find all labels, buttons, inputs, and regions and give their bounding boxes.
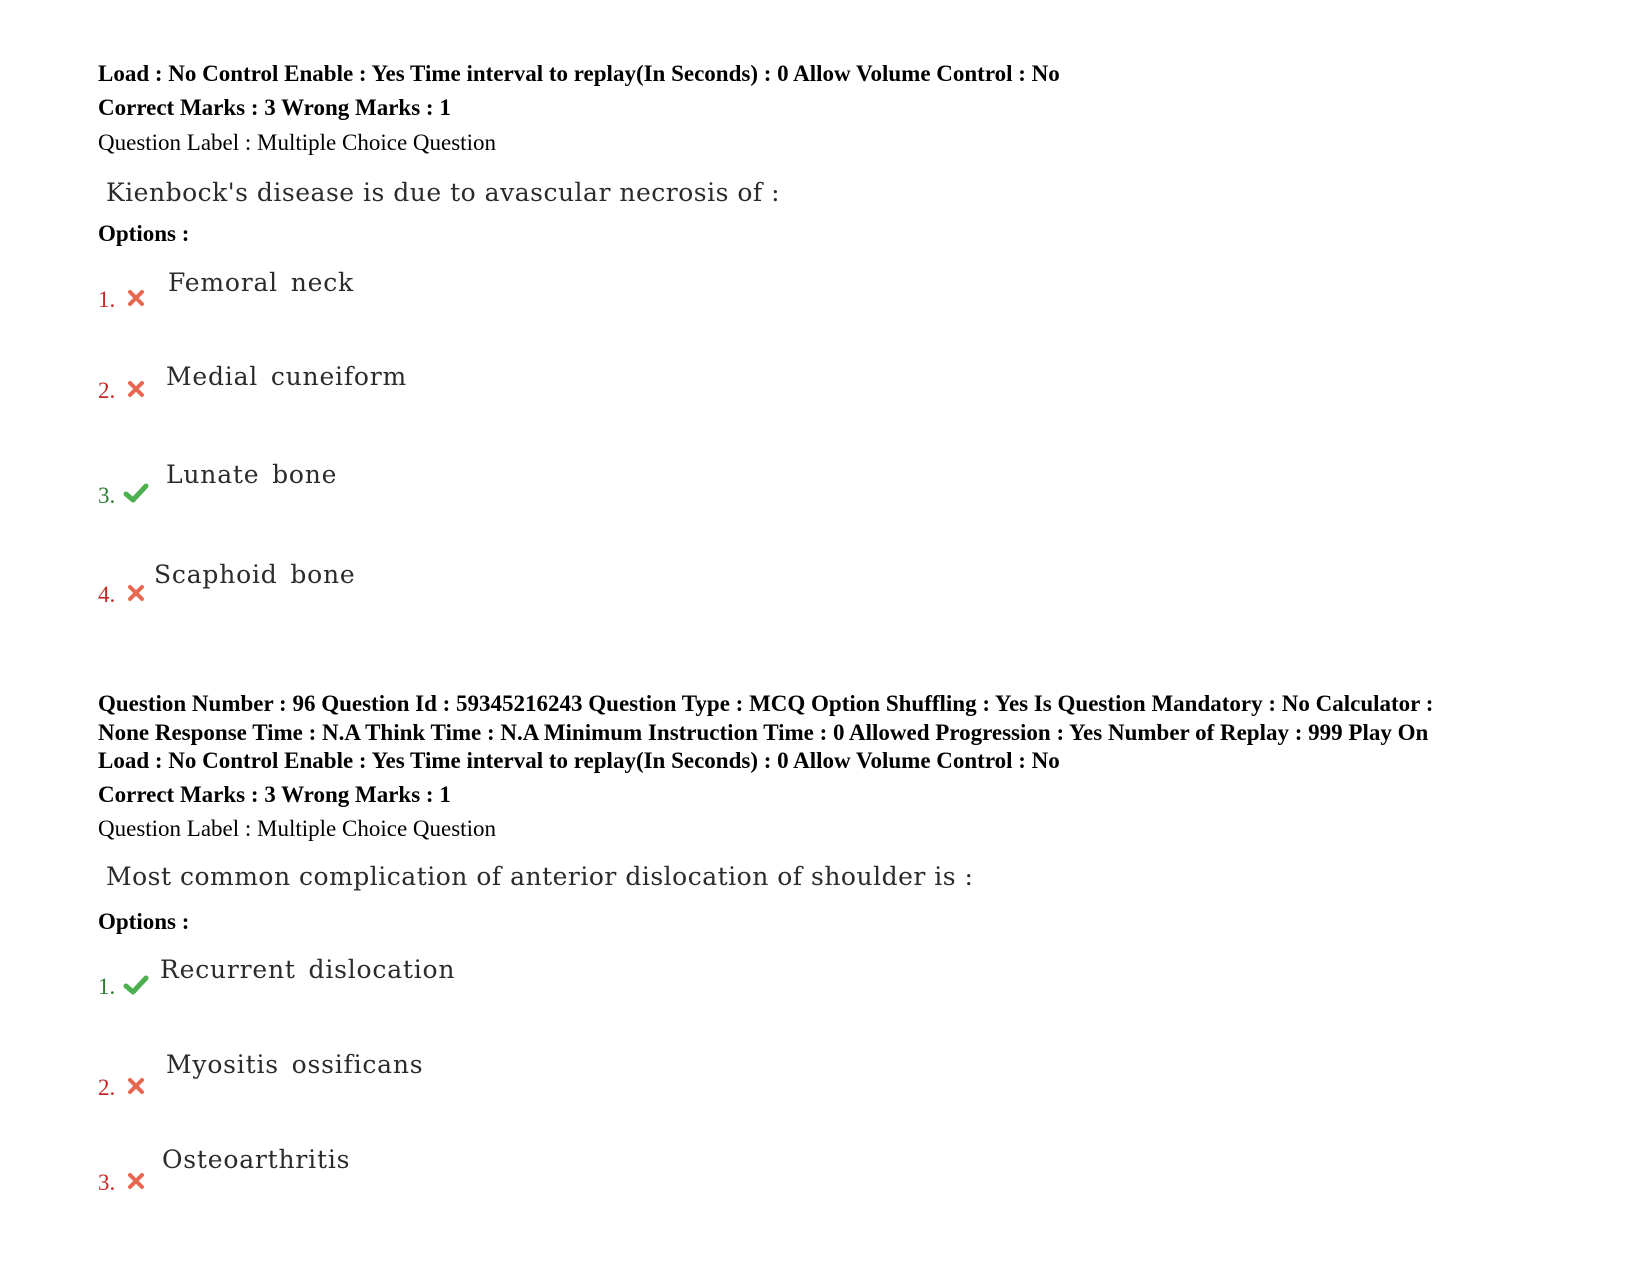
cross-icon (125, 1075, 147, 1097)
option-text: Recurrent dislocation (160, 955, 456, 984)
question-meta-line: None Response Time : N.A Think Time : N.A Minimum Instruction Time : 0 Allowed Progression : Yes Number of Replay : 999 Play On (98, 720, 1429, 745)
option-text: Scaphoid bone (154, 560, 356, 589)
option-text: Lunate bone (166, 460, 338, 489)
option-number (98, 287, 115, 313)
option-number-label: 1. (98, 287, 116, 312)
question-text: Most common complication of anterior dislocation of shoulder is : (106, 862, 974, 891)
cross-icon (125, 287, 147, 309)
question-meta-line: Load : No Control Enable : Yes Time interval to replay(In Seconds) : 0 Allow Volume Control : No (98, 61, 1060, 86)
cross-icon (125, 378, 147, 400)
option-number-label: 3. (98, 1170, 116, 1195)
option-number (98, 974, 115, 1000)
option-number (98, 1075, 115, 1101)
option-text: Femoral neck (168, 268, 354, 297)
option-number-label: 4. (98, 582, 116, 607)
question-label: Question Label : Multiple Choice Question (98, 130, 496, 155)
question-marks: Correct Marks : 3 Wrong Marks : 1 (98, 95, 451, 120)
check-icon (123, 482, 149, 504)
options-heading: Options : (98, 221, 190, 246)
option-number (98, 483, 115, 509)
option-number-label: 2. (98, 1075, 116, 1100)
question-text: Kienbock's disease is due to avascular necrosis of : (106, 178, 781, 207)
option-number-label: 2. (98, 378, 116, 403)
question-marks: Correct Marks : 3 Wrong Marks : 1 (98, 782, 451, 807)
options-heading: Options : (98, 909, 190, 934)
check-icon (123, 974, 149, 996)
option-number-label: 1. (98, 974, 116, 999)
option-number (98, 1170, 115, 1196)
option-text: Myositis ossificans (166, 1050, 424, 1079)
option-number (98, 378, 115, 404)
cross-icon (125, 1170, 147, 1192)
option-text: Osteoarthritis (162, 1145, 351, 1174)
question-meta-line: Question Number : 96 Question Id : 59345216243 Question Type : MCQ Option Shuffling : Yes Is Question Mandatory : No Calculator : (98, 691, 1434, 716)
cross-icon (125, 582, 147, 604)
question-meta-line: Load : No Control Enable : Yes Time interval to replay(In Seconds) : 0 Allow Volume Control : No (98, 748, 1060, 773)
option-number-label: 3. (98, 483, 116, 508)
option-number (98, 582, 115, 608)
option-text: Medial cuneiform (166, 362, 407, 391)
question-label: Question Label : Multiple Choice Question (98, 816, 496, 841)
